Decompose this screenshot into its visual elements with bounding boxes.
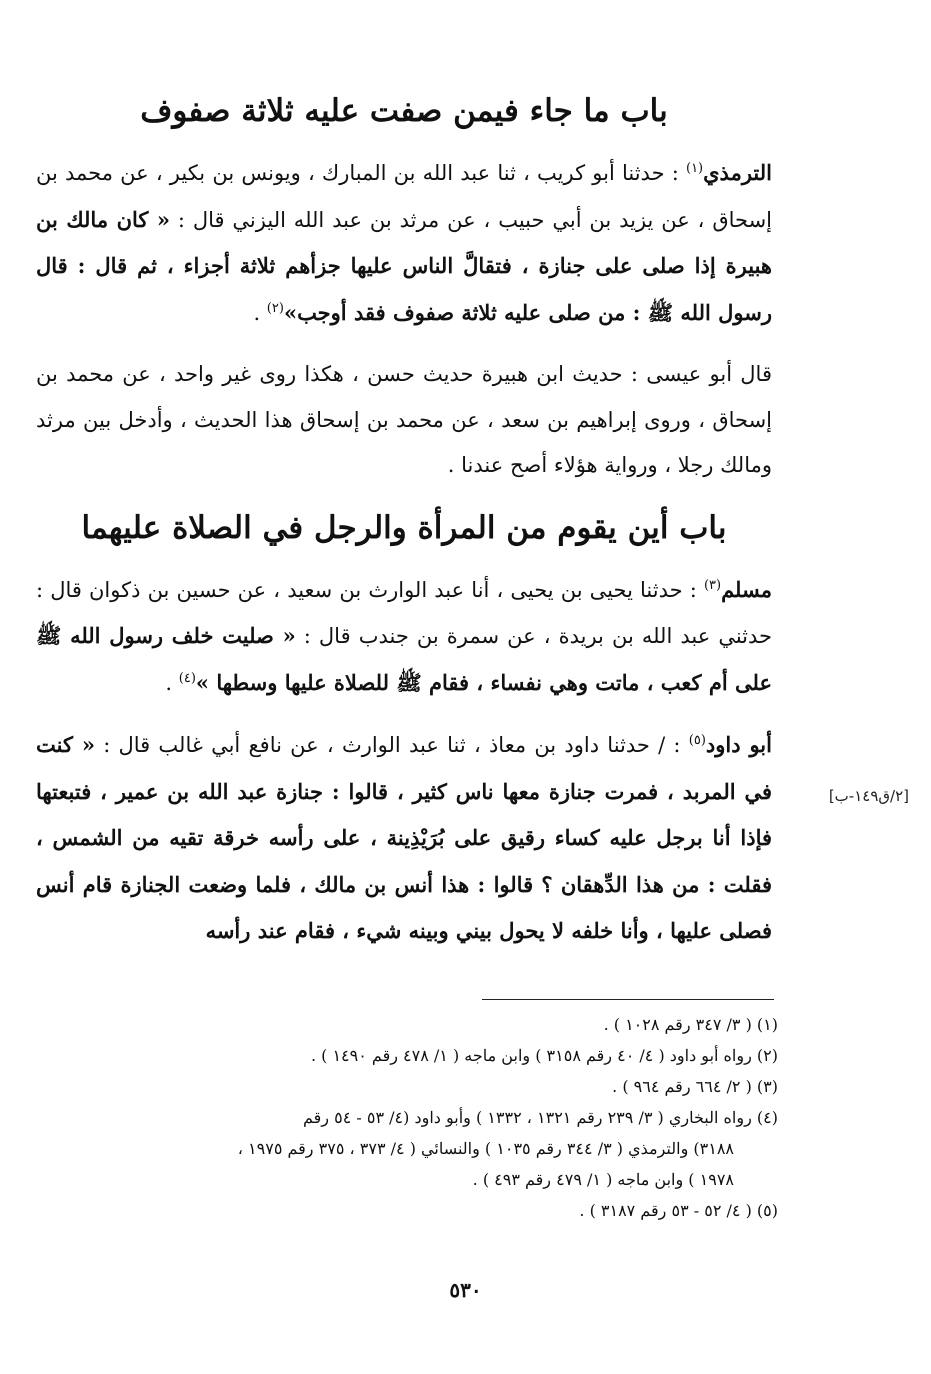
chapter-heading-1: باب ما جاء فيمن صفت عليه ثلاثة صفوف	[140, 93, 668, 129]
hadith-paragraph-3	[36, 722, 772, 955]
isnad-text: : حدثنا يحيى بن يحيى ، أنا عبد الوارث بن سعيد ، عن حسين بن ذكوان قال : حدثني عبد الله بن بريدة ، عن سمرة بن جندب قال :	[36, 577, 773, 648]
page-number: ٥٣٠	[449, 1278, 482, 1302]
footnote-ref: (٤)	[178, 670, 196, 686]
footnote-ref: (١)	[685, 161, 704, 176]
hadith-paragraph-1	[36, 150, 772, 336]
footnote-4-continued: ١٩٧٨ ) وابن ماجه ( ١/ ٤٧٩ رقم ٤٩٣ ) .	[472, 1170, 734, 1189]
source-name: الترمذي	[703, 160, 772, 185]
commentary-paragraph: قال أبو عيسى : حديث ابن هبيرة حديث حسن ، هكذا روى غير واحد ، عن محمد بن إسحاق ، وروى إبراهيم بن سعد ، عن محمد بن إسحاق هذا الحديث ، وأدخل بين مرثد ومالك رجلا ، ورواية هؤلاء أصح عندنا .	[36, 362, 772, 477]
footnote-ref: (٣)	[703, 577, 722, 593]
main-text	[36, 84, 772, 955]
isnad-text: : حدثنا أبو كريب ، ثنا عبد الله بن المبارك ، ويونس بن بكير ، عن محمد بن إسحاق ، عن يزيد بن أبي حبيب ، عن مرثد بن عبد الله اليزني قال :	[36, 161, 772, 232]
chapter-heading-2: باب أين يقوم من المرأة والرجل في الصلاة عليهما	[81, 509, 727, 546]
footnote-5: (٥) ( ٤/ ٥٢ - ٥٣ رقم ٣١٨٧ ) .	[579, 1201, 778, 1220]
footnote-4: (٤) رواه البخاري ( ٣/ ٢٣٩ رقم ١٣٢١ ، ١٣٣٢ ) وأبو داود (٤/ ٥٣ - ٥٤ رقم	[303, 1108, 778, 1127]
footnote-1: (١) ( ٣/ ٣٤٧ رقم ١٠٢٨ ) .	[603, 1015, 778, 1034]
hadith-paragraph-2	[36, 567, 772, 707]
manuscript-folio-note: [٢/ق١٤٩-ب]	[828, 787, 909, 805]
matn-quote: « كان مالك بن هبيرة إذا صلى على جنازة ، فتقالَّ الناس عليها جزأهم ثلاثة أجزاء ، ثم قال : قال رسول الله ﷺ : من صلى عليه ثلاثة صفوف فقد أوجب»	[36, 206, 772, 325]
matn-quote: « صليت خلف رسول الله ﷺ على أم كعب ، ماتت وهي نفساء ، فقام ﷺ للصلاة عليها وسطها »	[36, 623, 772, 695]
sentence-end: .	[253, 300, 267, 325]
isnad-text: : / حدثنا داود بن معاذ ، ثنا عبد الوارث ، عن نافع أبي غالب قال :	[94, 733, 689, 757]
footnotes	[14, 1009, 778, 1226]
footnote-2: (٢) رواه أبو داود ( ٤/ ٤٠ رقم ٣١٥٨ ) وابن ماجه ( ١/ ٤٧٨ رقم ١٤٩٠ ) .	[310, 1046, 778, 1065]
footnote-4-continued: ٣١٨٨) والترمذي ( ٣/ ٣٤٤ رقم ١٠٣٥ ) والنسائي ( ٤/ ٣٧٣ ، ٣٧٥ رقم ١٩٧٥ ،	[237, 1139, 734, 1158]
source-name: أبو داود	[705, 732, 772, 757]
source-name: مسلم	[721, 576, 772, 602]
footnote-ref: (٥)	[688, 733, 706, 748]
footnote-3: (٣) ( ٢/ ٦٦٤ رقم ٩٦٤ ) .	[612, 1077, 778, 1096]
footnote-divider	[482, 999, 774, 1000]
footnote-ref: (٢)	[266, 300, 284, 316]
matn-quote: « كنت في المربد ، فمرت جنازة معها ناس كثير ، قالوا : جنازة عبد الله بن عمير ، فتبعتها فإذا أنا برجل عليه كساء رقيق على بُرَيْذِينة ، على رأسه خرقة تقيه من الشمس ، فقلت : من هذا الدِّهقان ؟ قالوا : هذا أنس بن مالك ، فلما وضعت الجنازة قام أنس فصلى عليها ، وأنا خلفه لا يحول بيني وبينه شيء ، فقام عند رأسه	[36, 732, 772, 943]
sentence-end: .	[165, 670, 179, 695]
